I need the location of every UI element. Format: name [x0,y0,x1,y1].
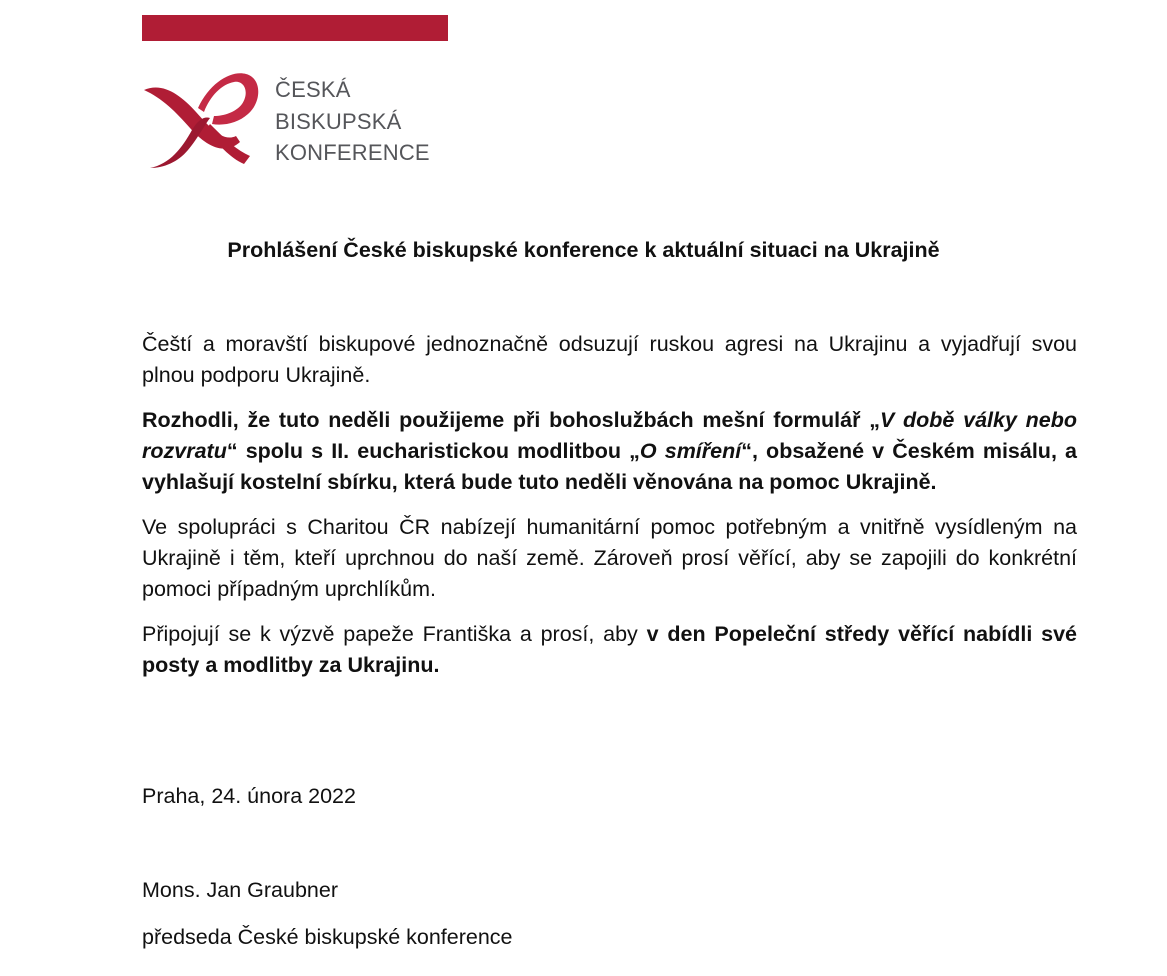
top-accent-bar [142,15,448,41]
paragraph-liturgy-italic2: O smíření [639,439,742,463]
paragraph-ash-wednesday-bold: v den Popeleční středy věřící nabídli své posty a modlitby za Ukrajinu. [142,622,1077,677]
paragraph-liturgy-italic1: V době války nebo rozvratu [142,408,1077,463]
cbk-logo-mark-icon [140,68,262,170]
paragraph-condemnation: Čeští a moravští biskupové jednoznačně odsuzují ruskou agresi na Ukrajinu a vyjadřují svou plnou podporu Ukrajině. [142,332,1077,387]
document-title: Prohlášení České biskupské konference k aktuální situaci na Ukrajině [227,238,940,262]
paragraph-ash-wednesday-plain: Připojují se k výzvě papeže Františka a prosí, aby [142,622,647,646]
signatory-role: předseda České biskupské konference [142,925,513,949]
paragraph-liturgy [142,405,1077,498]
logo-wordmark [275,74,430,169]
place-date: Praha, 24. února 2022 [142,784,356,808]
signatory-name: Mons. Jan Graubner [142,878,338,902]
document-body [142,329,1077,695]
paragraph-ash-wednesday [142,619,1077,681]
logo-line-2: BISKUPSKÁ [275,108,402,134]
paragraph-liturgy-part3: “, obsažené v Českém misálu, a vyhlašují kostelní sbírku, která bude tuto neděli věnována na pomoc Ukrajině. [142,439,1077,494]
cbk-logo [140,68,460,172]
paragraph-liturgy-part1: Rozhodli, že tuto neděli použijeme při bohoslužbách mešní formulář „ [142,408,880,432]
logo-line-3: KONFERENCE [275,140,430,165]
paragraph-liturgy-part2: “ spolu s II. eucharistickou modlitbou „ [226,439,640,463]
logo-line-1: ČESKÁ [275,77,351,102]
paragraph-humanitarian: Ve spolupráci s Charitou ČR nabízejí humanitární pomoc potřebným a vnitřně vysídleným na Ukrajině i těm, kteří uprchnou do naší země. Zároveň prosí věřící, aby se zapojili do konkrétní pomoci případným uprchlíkům. [142,515,1077,601]
